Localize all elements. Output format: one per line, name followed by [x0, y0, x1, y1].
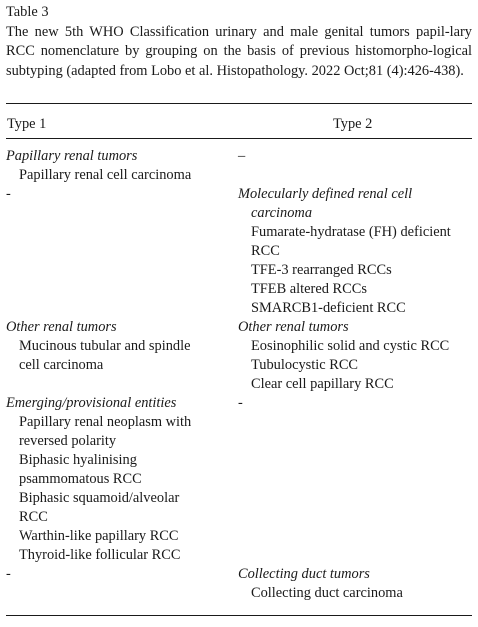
list-item: Tubulocystic RCC [251, 357, 359, 373]
list-item: Fumarate-hydratase (FH) deficient [251, 224, 451, 240]
list-item: Collecting duct carcinoma [251, 585, 403, 601]
group-heading: Collecting duct tumors [238, 566, 370, 582]
type-1-cell [6, 185, 238, 204]
empty-dash: - [6, 566, 11, 582]
group-heading: Other renal tumors [6, 319, 117, 335]
column-header-type-1: Type 1 [7, 116, 47, 132]
list-item: reversed polarity [19, 433, 117, 449]
table-row [6, 565, 472, 603]
list-item: Papillary renal neoplasm with [19, 414, 192, 430]
bottom-rule [6, 615, 472, 616]
type-1-cell [6, 318, 238, 375]
caption-text: The new 5th WHO Classification urinary and male genital tumors papil-lary RCC nomenclature by grouping on the basis of previous histomorpho-logical subtyping (adapted from Lobo et al. Histopathology. 2022 Oct;81 (4):426-438). [6, 23, 472, 79]
list-item: psammomatous RCC [19, 471, 142, 487]
list-item: cell carcinoma [19, 357, 104, 373]
list-item: Eosinophilic solid and cystic RCC [251, 338, 450, 354]
column-header-type-2: Type 2 [333, 116, 373, 132]
table-label: Table 3 [6, 4, 49, 20]
list-item: Biphasic squamoid/alveolar [19, 490, 180, 506]
table-row [6, 147, 472, 185]
type-1-cell [6, 565, 238, 584]
list-item: Mucinous tubular and spindle [19, 338, 191, 354]
group-heading: Other renal tumors [238, 319, 349, 335]
top-rule [6, 103, 472, 104]
list-item: Papillary renal cell carcinoma [19, 167, 192, 183]
header-rule [6, 138, 472, 139]
group-heading: Molecularly defined renal cell [238, 186, 413, 202]
table-caption [6, 3, 472, 81]
list-item: RCC [251, 243, 280, 259]
type-2-cell [238, 185, 472, 318]
empty-dash: – [238, 148, 246, 164]
type-2-cell [238, 318, 472, 394]
list-item: TFE-3 rearranged RCCs [251, 262, 392, 278]
list-item: Clear cell papillary RCC [251, 376, 394, 392]
empty-dash: - [238, 395, 243, 411]
list-item: TFEB altered RCCs [251, 281, 367, 297]
table-body [6, 147, 472, 603]
list-item: RCC [19, 509, 48, 525]
group-heading: Papillary renal tumors [6, 148, 138, 164]
group-heading-continued: carcinoma [251, 205, 313, 221]
empty-dash: - [6, 186, 11, 202]
list-item: Biphasic hyalinising [19, 452, 137, 468]
type-2-cell [238, 147, 472, 166]
group-heading: Emerging/provisional entities [6, 395, 177, 411]
type-1-cell [6, 394, 238, 565]
list-item: Thyroid-like follicular RCC [19, 547, 181, 563]
type-2-cell [238, 565, 472, 603]
type-2-cell [238, 394, 472, 413]
list-item: Warthin-like papillary RCC [19, 528, 179, 544]
table-row [6, 394, 472, 565]
type-1-cell [6, 147, 238, 185]
table-row [6, 185, 472, 318]
list-item: SMARCB1-deficient RCC [251, 300, 406, 316]
table-row [6, 318, 472, 394]
